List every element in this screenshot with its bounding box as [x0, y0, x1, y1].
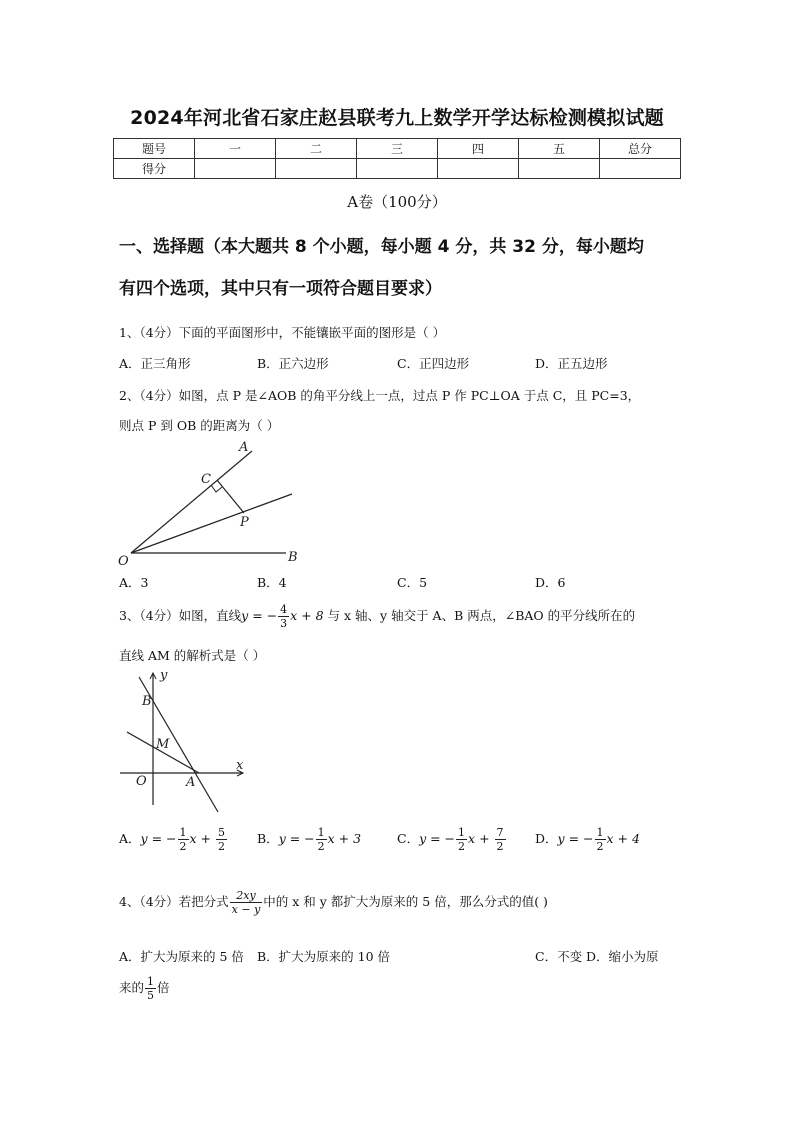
question-1-option-b: B．正六边形: [257, 356, 329, 371]
label-m: M: [156, 737, 170, 752]
score-cell: [195, 159, 276, 179]
option-lhs: y = −: [140, 831, 177, 846]
section-heading: A卷（100分）: [347, 193, 447, 211]
table-cell: 一: [195, 139, 276, 159]
option-lhs: y = −: [419, 831, 456, 846]
label-o: O: [118, 554, 129, 569]
score-cell: [357, 159, 438, 179]
question-4-option-cd: C．不变 D．缩小为原: [535, 949, 659, 964]
right-angle-mark: [211, 485, 222, 492]
fraction-denominator: 2: [179, 840, 187, 853]
fraction-denominator: 3: [280, 617, 288, 630]
fraction-denominator: 2: [596, 840, 604, 853]
question-4-line1: [119, 889, 548, 916]
label-a: A: [239, 440, 249, 455]
ray-oa: [131, 451, 252, 553]
label-y: y: [160, 668, 168, 683]
question-4-option-a: A．扩大为原来的 5 倍: [119, 949, 244, 964]
table-cell: 得分: [114, 159, 195, 179]
option-mid: x + 4: [606, 831, 640, 846]
fraction-denominator: 2: [458, 840, 466, 853]
question-3-eq-fraction: [278, 603, 289, 630]
fraction-denominator: 2: [496, 840, 504, 853]
score-cell: [600, 159, 681, 179]
fraction-numerator: 5: [217, 826, 225, 839]
score-table-header-row: [114, 139, 681, 159]
fraction-numerator: 7: [496, 826, 504, 839]
option-letter: C．: [397, 831, 420, 846]
part-heading-line2: 有四个选项，其中只有一项符合题目要求）: [119, 279, 442, 299]
question-2-line2: 则点 P 到 OB 的距离为（ ）: [119, 418, 280, 433]
table-cell: 二: [276, 139, 357, 159]
option-fraction: [595, 826, 606, 853]
question-4-prefix: 4、（4分）若把分式: [119, 894, 229, 909]
fraction-numerator: 4: [280, 603, 288, 616]
question-2-option-d: D．6: [535, 575, 566, 590]
question-3-option-d: [535, 826, 640, 853]
question-2-option-c: C．5: [397, 575, 428, 590]
question-4-suffix: 中的 x 和 y 都扩大为原来的 5 倍，那么分式的值( ): [263, 894, 548, 909]
label-p: P: [240, 515, 249, 530]
question-2-option-a: A．3: [119, 575, 149, 590]
table-cell: 五: [519, 139, 600, 159]
question-4-line3: [119, 975, 170, 1002]
fraction-numerator: 1: [458, 826, 466, 839]
label-a: A: [186, 775, 196, 790]
question-3-option-a: [119, 826, 228, 853]
option-mid: x + 3: [327, 831, 362, 846]
fraction-denominator: x − y: [231, 903, 261, 916]
option-fraction: [316, 826, 327, 853]
option-letter: A．: [119, 831, 141, 846]
question-3-line1: [119, 603, 635, 630]
fraction-numerator: 2xy: [230, 889, 263, 903]
score-table: [113, 138, 681, 179]
option-mid: x +: [468, 831, 494, 846]
question-1-option-a: A．正三角形: [119, 356, 191, 371]
fraction-numerator: 1: [317, 826, 325, 839]
option-constant-fraction: [495, 826, 506, 853]
fraction-numerator: 1: [179, 826, 187, 839]
option-letter: D．: [535, 831, 558, 846]
option-constant-fraction: [216, 826, 227, 853]
question-1-option-c: C．正四边形: [397, 356, 470, 371]
fraction-numerator: 1: [147, 975, 155, 988]
option-lhs: y = −: [278, 831, 315, 846]
option-mid: x +: [189, 831, 215, 846]
fraction-numerator: 1: [596, 826, 604, 839]
table-cell: 四: [438, 139, 519, 159]
option-fraction: [178, 826, 189, 853]
question-3-option-c: [397, 826, 507, 853]
label-b: B: [142, 694, 152, 709]
question-4-fraction: [230, 889, 263, 916]
question-4-line3-fraction: [145, 975, 156, 1002]
label-c: C: [201, 472, 211, 487]
question-2-line1: 2、（4分）如图，点 P 是∠AOB 的角平分线上一点，过点 P 作 PC⊥OA 于点 C，且 PC=3，: [119, 388, 641, 403]
fraction-denominator: 2: [317, 840, 325, 853]
table-cell: 三: [357, 139, 438, 159]
question-4-line3-suffix: 倍: [157, 980, 170, 995]
label-b: B: [288, 550, 298, 565]
question-3-line2: 直线 AM 的解析式是（ ）: [119, 648, 266, 663]
question-1-stem: 1、（4分）下面的平面图形中，不能镶嵌平面的图形是（ ）: [119, 325, 446, 340]
table-cell: 题号: [114, 139, 195, 159]
question-3-eq-rhs: x + 8: [290, 608, 324, 623]
segment-pc: [217, 480, 244, 513]
label-o: O: [136, 774, 147, 789]
ray-op: [131, 494, 292, 553]
score-cell: [276, 159, 357, 179]
question-3-prefix: 3、（4分）如图，直线: [119, 608, 242, 623]
question-4-line3-prefix: 来的: [119, 980, 145, 995]
option-letter: B．: [257, 831, 279, 846]
page-title: 2024年河北省石家庄赵县联考九上数学开学达标检测模拟试题: [130, 107, 664, 129]
question-3-eq-lhs: y = −: [241, 608, 278, 623]
score-cell: [438, 159, 519, 179]
option-fraction: [456, 826, 467, 853]
score-table-score-row: [114, 159, 681, 179]
fraction-denominator: 2: [217, 840, 225, 853]
table-cell: 总分: [600, 139, 681, 159]
line-intersection-figure: [115, 665, 250, 815]
label-x: x: [236, 758, 244, 773]
question-2-option-b: B．4: [257, 575, 287, 590]
option-lhs: y = −: [557, 831, 594, 846]
question-3-option-b: [257, 826, 361, 853]
part-heading-line1: 一、选择题（本大题共 8 个小题，每小题 4 分，共 32 分，每小题均: [119, 237, 644, 257]
score-cell: [519, 159, 600, 179]
question-4-option-b: B．扩大为原来的 10 倍: [257, 949, 391, 964]
question-1-option-d: D．正五边形: [535, 356, 608, 371]
question-3-mid: 与 x 轴、y 轴交于 A、B 两点，∠BAO 的平分线所在的: [323, 608, 636, 623]
fraction-denominator: 5: [147, 989, 155, 1002]
angle-bisector-figure: [110, 436, 310, 571]
